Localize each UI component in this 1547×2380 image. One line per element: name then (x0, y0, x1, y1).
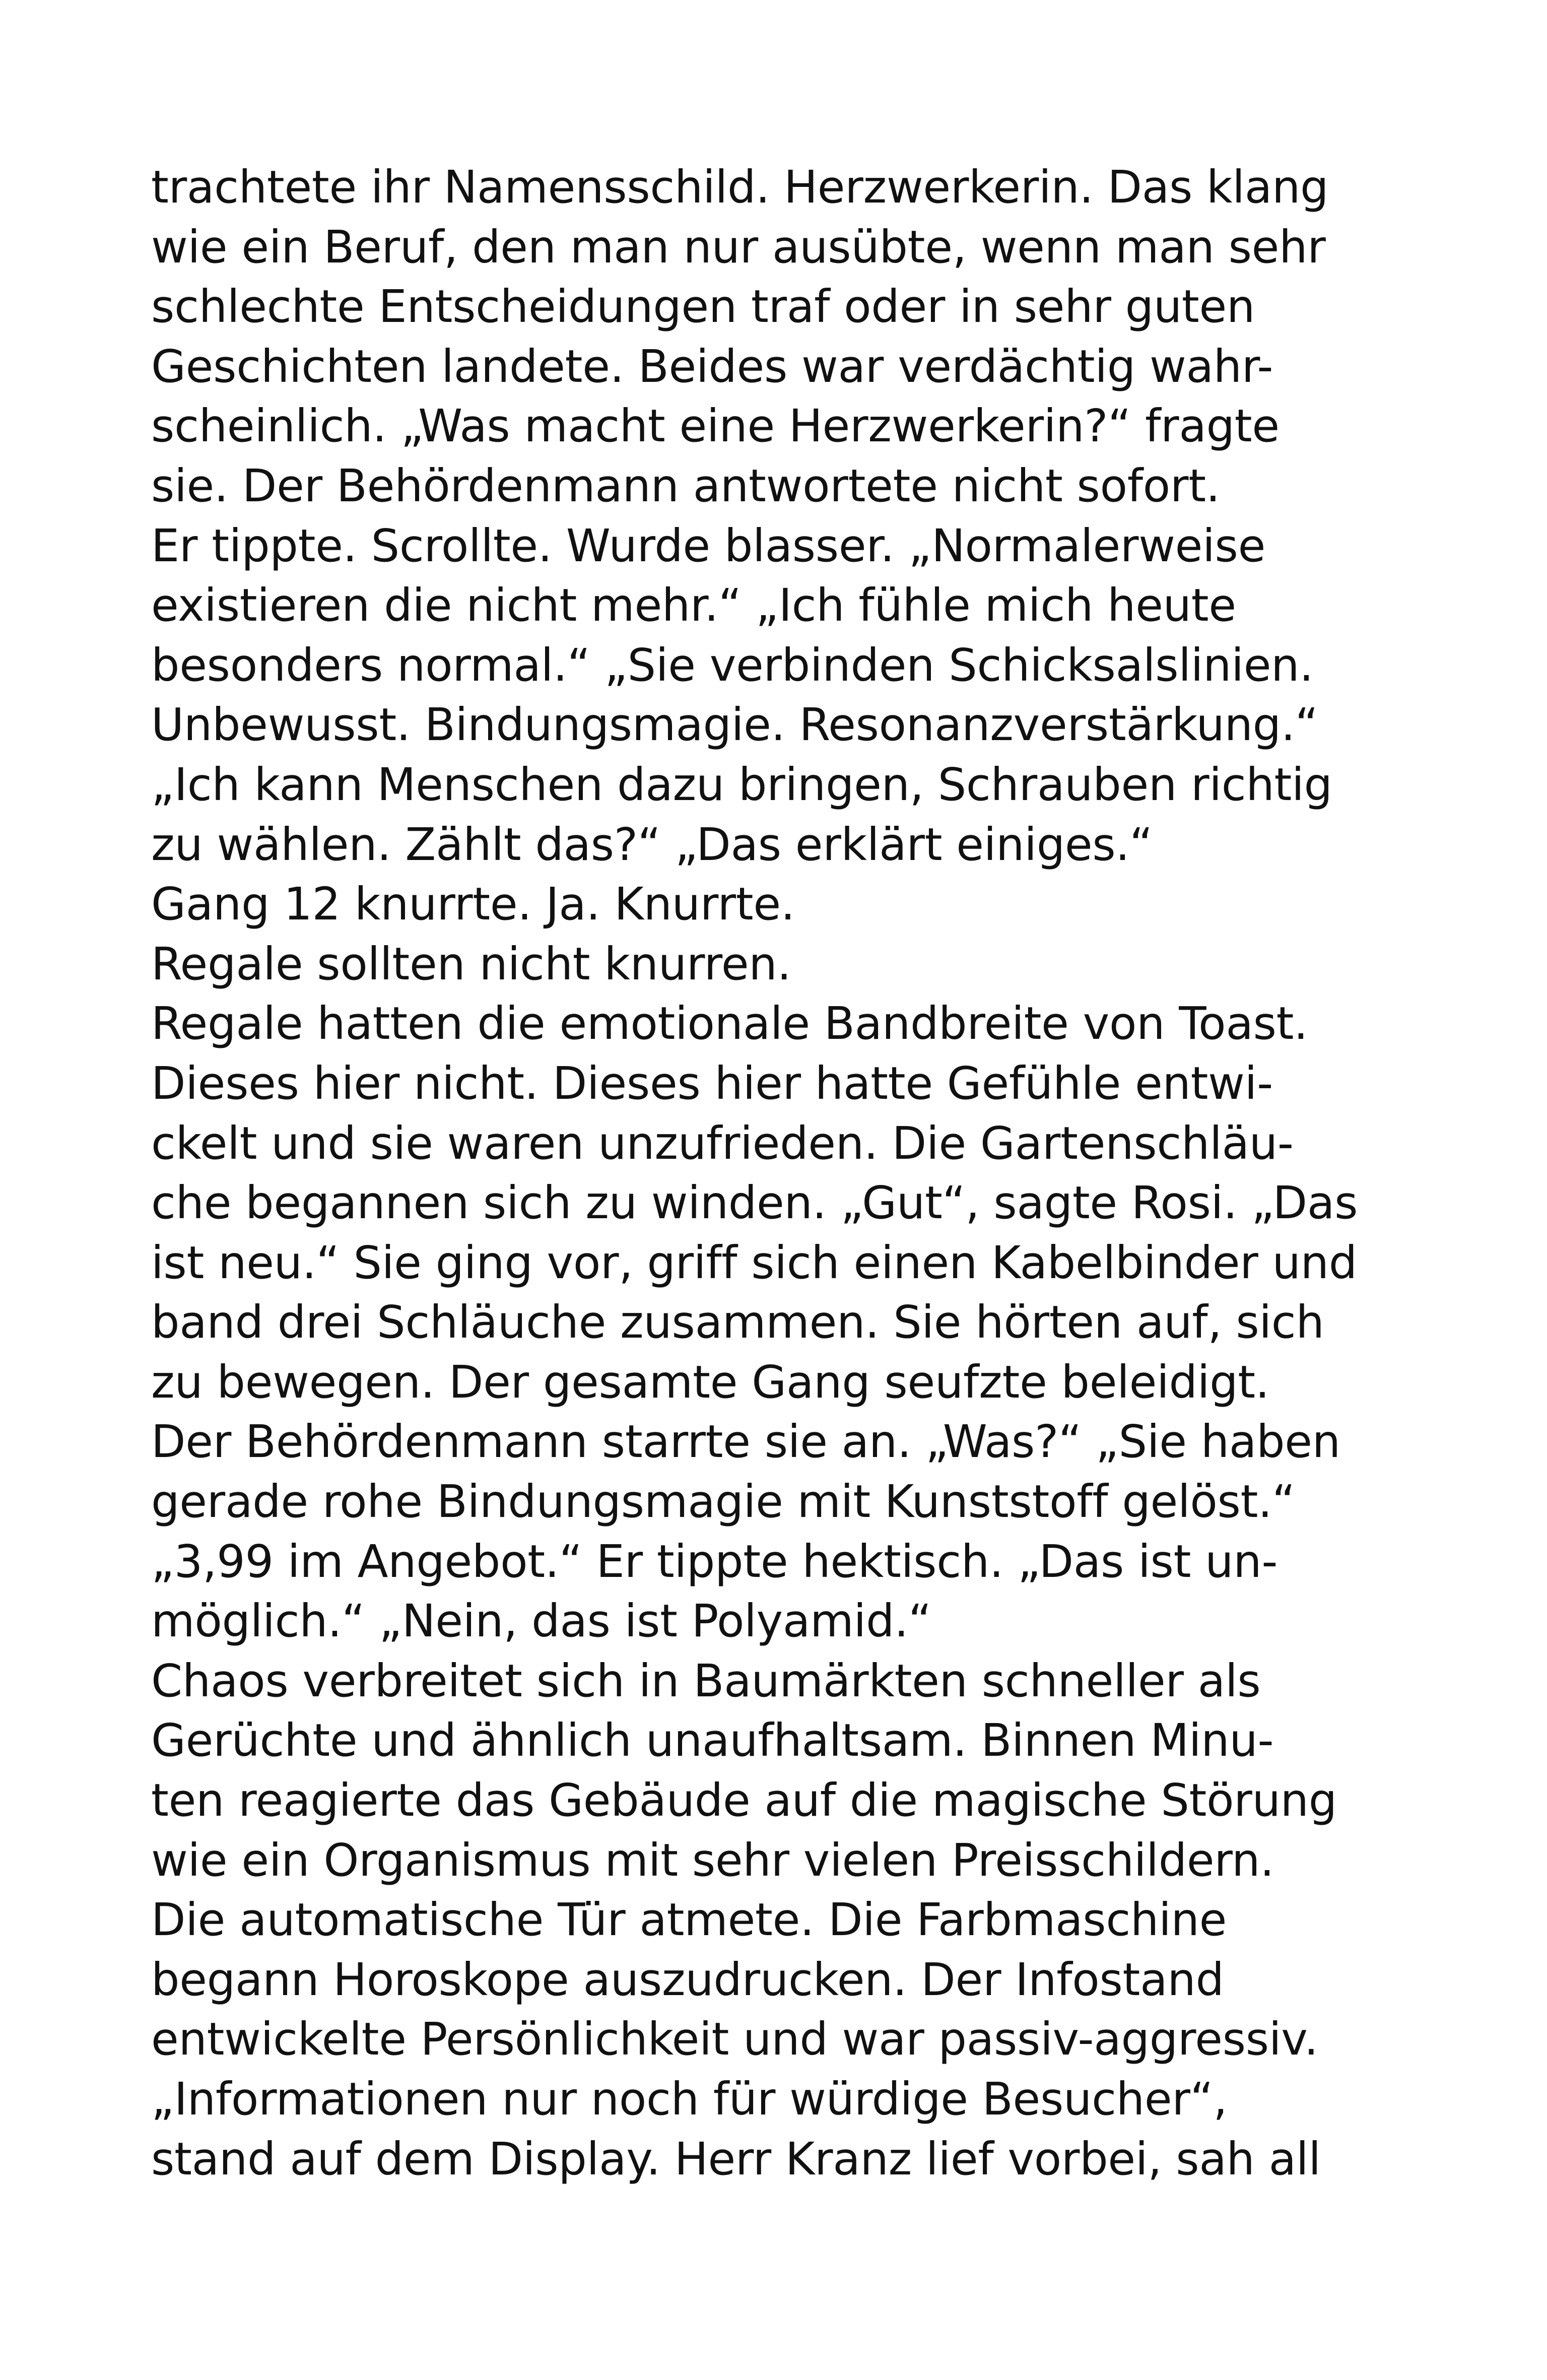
text-line: zu bewegen. Der gesamte Gang seufzte beleidigt. (151, 1355, 1269, 1408)
body-text (151, 157, 1410, 2189)
text-line: trachtete ihr Namensschild. Herzwerkerin. Das klang (151, 161, 1329, 213)
text-line: „Informationen nur noch für würdige Besucher“, (151, 2073, 1228, 2125)
text-line: ckelt und sie waren unzufrieden. Die Gartenschläu- (151, 1116, 1294, 1169)
text-line: möglich.“ „Nein, das ist Polyamid.“ (151, 1595, 931, 1647)
text-line: Gang 12 knurrte. Ja. Knurrte. (151, 878, 795, 931)
text-line: Gerüchte und ähnlich unaufhaltsam. Binnen Minu- (151, 1714, 1274, 1767)
text-line: Unbewusst. Bindungsmagie. Resonanzverstärkung.“ (151, 698, 1318, 751)
text-line: ist neu.“ Sie ging vor, griff sich einen Kabelbinder und (151, 1236, 1357, 1289)
text-line: besonders normal.“ „Sie verbinden Schicksalslinien. (151, 638, 1314, 691)
text-line: „3,99 im Angebot.“ Er tippte hektisch. „Das ist un- (151, 1535, 1278, 1588)
text-line: Die automatische Tür atmete. Die Farbmaschine (151, 1893, 1227, 1946)
text-line: stand auf dem Display. Herr Kranz lief vorbei, sah all (151, 2132, 1321, 2185)
text-line: begann Horoskope auszudrucken. Der Infostand (151, 1953, 1224, 2006)
text-line: sie. Der Behördenmann antwortete nicht sofort. (151, 459, 1220, 512)
text-line: „Ich kann Menschen dazu bringen, Schrauben richtig (151, 758, 1332, 811)
text-line: Geschichten landete. Beides war verdächtig wahr- (151, 340, 1273, 392)
text-line: band drei Schläuche zusammen. Sie hörten auf, sich (151, 1296, 1324, 1349)
text-line: gerade rohe Bindungsmagie mit Kunststoff gelöst.“ (151, 1475, 1296, 1528)
text-line: Chaos verbreitet sich in Baumärkten schneller als (151, 1654, 1261, 1707)
text-line: Dieses hier nicht. Dieses hier hatte Gefühle entwi- (151, 1056, 1273, 1109)
text-line: entwickelte Persönlichkeit und war passiv-aggressiv. (151, 2013, 1318, 2066)
text-line: Regale sollten nicht knurren. (151, 937, 791, 990)
text-line: wie ein Beruf, den man nur ausübte, wenn man sehr (151, 220, 1326, 273)
text-line: Der Behördenmann starrte sie an. „Was?“ „Sie haben (151, 1415, 1340, 1468)
text-line: schlechte Entscheidungen traf oder in sehr guten (151, 280, 1255, 333)
text-line: existieren die nicht mehr.“ „Ich fühle mich heute (151, 579, 1236, 632)
text-line: che begannen sich zu winden. „Gut“, sagte Rosi. „Das (151, 1176, 1358, 1229)
text-line: Er tippte. Scrollte. Wurde blasser. „Normalerweise (151, 519, 1266, 572)
text-line: zu wählen. Zählt das?“ „Das erklärt einiges.“ (151, 818, 1153, 871)
text-line: scheinlich. „Was macht eine Herzwerkerin?“ fragte (151, 400, 1280, 452)
text-line: Regale hatten die emotionale Bandbreite von Toast. (151, 997, 1308, 1050)
text-line: ten reagierte das Gebäude auf die magische Störung (151, 1774, 1337, 1827)
text-line: wie ein Organismus mit sehr vielen Preisschildern. (151, 1833, 1274, 1886)
